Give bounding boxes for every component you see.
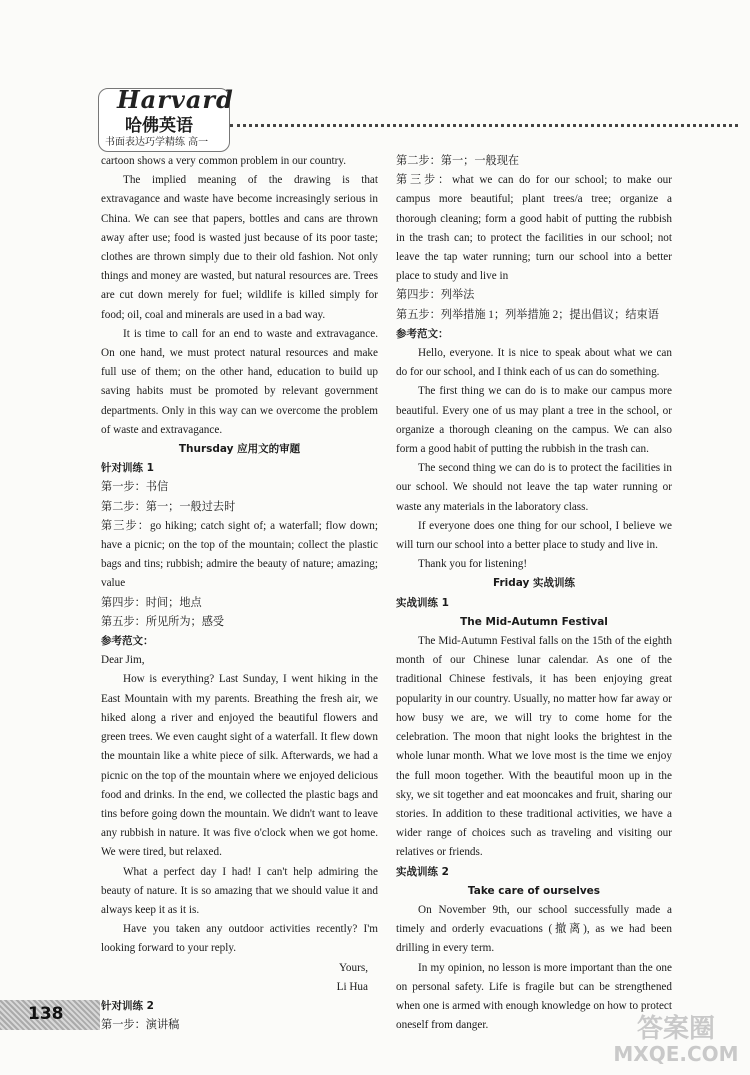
section-heading: 参考范文： (101, 635, 154, 648)
paragraph: Have you taken any outdoor activities recently? I'm looking forward to your reply. (101, 923, 378, 955)
section-heading: Li Hua (336, 980, 368, 993)
logo-subtitle: 书面表达巧学精练 高一 (105, 137, 209, 148)
paragraph: The second thing we can do is to protect the facilities in our school. We should not leave the tap water running or waste any materials in the laboratory class. (396, 462, 672, 513)
header-dotted-rule (230, 124, 738, 127)
page-header (98, 85, 738, 153)
watermark-line-1: 答案圈 (636, 1014, 715, 1044)
paragraph: In my opinion, no lesson is more important than the one on personal safety. Life is fragile but can be strengthened when one is armed with enough knowledge on how to protect oneself from danger. (396, 961, 672, 1032)
section-heading: 针对训练 1 (101, 462, 154, 475)
right-column (396, 152, 672, 1035)
paragraph: 第四步：列举法 (396, 289, 475, 302)
paragraph: How is everything? Last Sunday, I went hiking in the East Mountain with my parents. Breathing the fresh air, we hiked along a river and enjoyed the beautiful flowers and green trees. We even caught sight of a waterfall. It flew down the mountain like a white piece of silk. Afterwards, we had a picnic on the top of the mountain where we enjoyed delicious food and drinks. In the end, we collected the plastic bags and tins before going down the mountain. We didn't want to leave any rubbish in nature. It was five o'clock when we got home. We were tired, but relaxed. (101, 673, 378, 859)
left-column (101, 152, 378, 1035)
section-heading: 参考范文： (396, 327, 449, 340)
section-heading: The Mid-Autumn Festival (460, 615, 608, 628)
paragraph: Thank you for listening! (418, 558, 528, 571)
paragraph: The Mid-Autumn Festival falls on the 15th of the eighth month of our Chinese lunar calendar. As one of the traditional Chinese festivals, it has been enjoying great popularity in our country. Usually, no matter how far away or how busy we are, we will try to come home for the celebration. The moon that night looks the brightest in the whole lunar month. What we love most is the time we enjoy the full moon together. With the beautiful moon up in the sky, we sit together and eat mooncakes and fruit, sharing our stories. In addition to these traditional activities, we have a wider range of choices such as traveling and visiting our relatives or friends. (396, 635, 672, 859)
paragraph: cartoon shows a very common problem in our country. (101, 155, 347, 167)
paragraph: 第五步：列举措施 1；列举措施 2；提出倡议；结束语 (396, 308, 659, 321)
book-logo (98, 85, 234, 152)
watermark-line-2: MXQE.COM (613, 1042, 739, 1066)
logo-wordmark: Harvard (117, 85, 234, 114)
section-heading: Friday 实战训练 (492, 577, 576, 590)
site-watermark (612, 1016, 740, 1064)
paragraph: Dear Jim, (101, 654, 145, 667)
section-heading: Thursday 应用文的审题 (178, 443, 301, 456)
paragraph: 第一步：书信 (101, 481, 169, 494)
section-heading: Yours, (338, 961, 368, 974)
paragraph: The implied meaning of the drawing is that extravagance and waste have become increasingly serious in China. We can see that papers, bottles and cans are thrown away after use; food is wasted just because of its poor taste; clothes are thrown simply due to their old fashion. Not only things and money are wasted, but natural resources are. Trees are cut down merely for fuel; wildlife is killed simply for food; oil, coal and minerals are used in a bad way. (101, 174, 378, 321)
section-heading: 实战训练 2 (396, 865, 449, 878)
paragraph: What a perfect day I had! I can't help admiring the beauty of nature. It is so amazing that we should value it and always keep it as it is. (101, 865, 378, 916)
page-number: 138 (28, 1004, 64, 1024)
paragraph: If everyone does one thing for our school, I believe we will turn our school into a better place to study and live in. (396, 519, 672, 552)
section-heading: Take care of ourselves (467, 884, 601, 897)
section-heading: 实战训练 1 (396, 596, 449, 609)
section-heading: 针对训练 2 (101, 999, 154, 1012)
paragraph: 第三步：go hiking; catch sight of; a waterfall; flow down; have a picnic; on the top of the mountain; collect the plastic bags and tins; rubbish; admire the beauty of nature; amazing; value (101, 519, 378, 590)
paragraph: 第一步：演讲稿 (101, 1019, 180, 1032)
paragraph: 第四步：时间；地点 (101, 596, 202, 609)
logo-chinese-title: 哈佛英语 (125, 116, 193, 136)
paragraph: Hello, everyone. It is nice to speak about what we can do for our school, and I think each of us can do something. (396, 347, 672, 379)
paragraph: The first thing we can do is to make our campus more beautiful. Every one of us may plant a tree in the school, or organize a thorough cleaning on the campus. We can also form a good habit of putting the rubbish in the trash can. (396, 385, 672, 456)
paragraph: 第五步：所见所为；感受 (101, 615, 225, 628)
paragraph: 第二步：第一；一般过去时 (101, 500, 236, 513)
paragraph: 第三步：what we can do for our school; to make our campus more beautiful; plant trees/a tree; organize a thorough cleaning; form a good habit of putting the rubbish in the trash can; to protect the facilities in our school; not leave the tap water running; turn our school into a better place to study and live in (396, 174, 672, 283)
paragraph: 第二步：第一；一般现在 (396, 155, 520, 167)
paragraph: On November 9th, our school successfully made a timely and orderly evacuations (撤离), as we had been drilling in every term. (396, 903, 672, 955)
paragraph: It is time to call for an end to waste and extravagance. On one hand, we must protect natural resources and make full use of them; on the other hand, education to build up saving habits must be promoted by relevant government departments. Only in this way can we overcome the problem of waste and extravagance. (101, 327, 378, 436)
